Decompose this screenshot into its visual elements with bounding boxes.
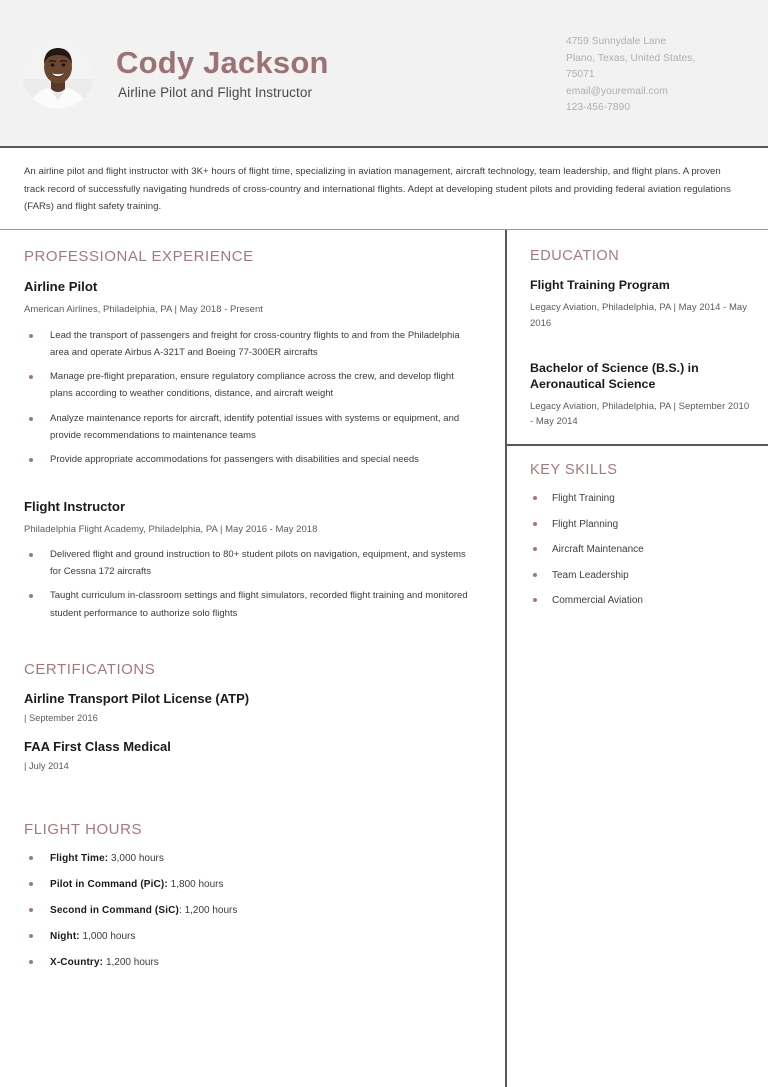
list-item: Team Leadership — [530, 568, 752, 583]
list-item: Flight Training — [530, 491, 752, 506]
flight-hours-label-0: Flight Time: — [50, 852, 109, 864]
list-item: Commercial Aviation — [530, 593, 752, 608]
left-column — [0, 230, 505, 1087]
job-title-0: Airline Pilot — [24, 279, 98, 295]
education-degree-0: Flight Training Program — [530, 278, 670, 293]
flight-hours-label-2: Second in Command (SiC) — [50, 904, 180, 916]
section-heading-certifications: CERTIFICATIONS — [24, 660, 156, 678]
contact-phone[interactable]: 123-456-7890 — [566, 102, 631, 114]
key-skills-list — [530, 491, 752, 608]
list-item: Taught curriculum in-classroom settings and flight simulators, recorded flight training and monitored student performance to authorize solo flights — [26, 587, 479, 622]
list-item: Manage pre-flight preparation, ensure regulatory compliance across the crew, and develop flight plans according to weather conditions, distance, and aircraft weight — [26, 368, 479, 403]
list-item — [26, 877, 479, 892]
education-entry — [530, 277, 752, 331]
job-title-1: Flight Instructor — [24, 498, 126, 514]
list-item: Analyze maintenance reports for aircraft, identify potential issues with systems or equipment, and provide recommendations to maintenance teams — [26, 410, 479, 445]
name-block — [110, 46, 566, 101]
certification-entry — [24, 691, 479, 723]
flight-hours-label-1: Pilot in Command (PiC): — [50, 878, 168, 890]
certification-date-1: | July 2014 — [24, 760, 69, 771]
page-title: Cody Jackson — [116, 44, 329, 80]
avatar — [22, 37, 94, 109]
list-item: Flight Planning — [530, 517, 752, 532]
resume-header — [0, 0, 768, 148]
flight-hours-value-2: : 1,200 hours — [179, 904, 238, 916]
flight-hours-value-3: 1,000 hours — [79, 930, 136, 942]
section-heading-education: EDUCATION — [530, 248, 620, 265]
flight-hours-value-0: 3,000 hours — [108, 852, 164, 864]
resume-body — [0, 230, 768, 1087]
list-item — [26, 955, 479, 970]
job-title: Airline Pilot and Flight Instructor — [118, 85, 313, 101]
certification-name-1: FAA First Class Medical — [24, 738, 171, 754]
job-meta-0: American Airlines, Philadelphia, PA | May 2018 - Present — [24, 304, 263, 316]
certification-name-0: Airline Transport Pilot License (ATP) — [24, 690, 250, 706]
list-item — [26, 929, 479, 944]
list-item: Aircraft Maintenance — [530, 542, 752, 557]
contact-email[interactable]: email@youremail.com — [566, 85, 668, 97]
list-item — [26, 851, 479, 866]
education-meta-0: Legacy Aviation, Philadelphia, PA | May 2014 - May 2016 — [530, 302, 747, 329]
list-item: Provide appropriate accommodations for passengers with disabilities and special needs — [26, 451, 479, 468]
flight-hours-list — [26, 851, 479, 970]
right-column — [505, 230, 768, 1087]
flight-hours-label-4: X-Country: — [50, 956, 104, 968]
experience-entry — [24, 498, 479, 622]
section-heading-key-skills: KEY SKILLS — [530, 462, 618, 479]
contact-zip: 75071 — [566, 69, 595, 81]
education-entry — [530, 360, 752, 430]
job-bullets-0 — [26, 327, 479, 469]
flight-hours-label-3: Night: — [50, 930, 80, 942]
certification-date-0: | September 2016 — [24, 712, 98, 723]
list-item — [26, 903, 479, 918]
job-bullets-1 — [26, 546, 479, 622]
list-item: Delivered flight and ground instruction to 80+ student pilots on navigation, equipment, and systems for Cessna 172 aircrafts — [26, 546, 479, 581]
education-degree-1: Bachelor of Science (B.S.) in Aeronautical Science — [530, 360, 699, 391]
professional-summary: An airline pilot and flight instructor with 3K+ hours of flight time, specializing in aviation management, aircraft technology, team leadership, and flight plans. A proven track record of successfully navigating hundreds of cross-country and international flights. Adept at developing student pilots and providing federal aviation regulations (FARs) and flight safety training. — [0, 148, 768, 230]
flight-hours-value-4: 1,200 hours — [103, 956, 159, 968]
section-heading-experience: PROFESSIONAL EXPERIENCE — [24, 248, 254, 266]
flight-hours-value-1: 1,800 hours — [167, 878, 224, 890]
contact-info — [566, 34, 746, 117]
experience-entry — [24, 278, 479, 468]
list-item: Lead the transport of passengers and freight for cross-country flights to and from the Philadelphia area and operate Airbus A-321T and Boeing 77-300ER aircrafts — [26, 327, 479, 362]
section-heading-flight-hours: FLIGHT HOURS — [24, 820, 143, 838]
education-meta-1: Legacy Aviation, Philadelphia, PA | September 2010 - May 2014 — [530, 400, 750, 428]
contact-city-state: Plano, Texas, United States, — [566, 52, 696, 64]
certification-entry — [24, 739, 479, 771]
contact-street: 4759 Sunnydale Lane — [566, 36, 667, 47]
job-meta-1: Philadelphia Flight Academy, Philadelphia, PA | May 2016 - May 2018 — [24, 523, 318, 535]
